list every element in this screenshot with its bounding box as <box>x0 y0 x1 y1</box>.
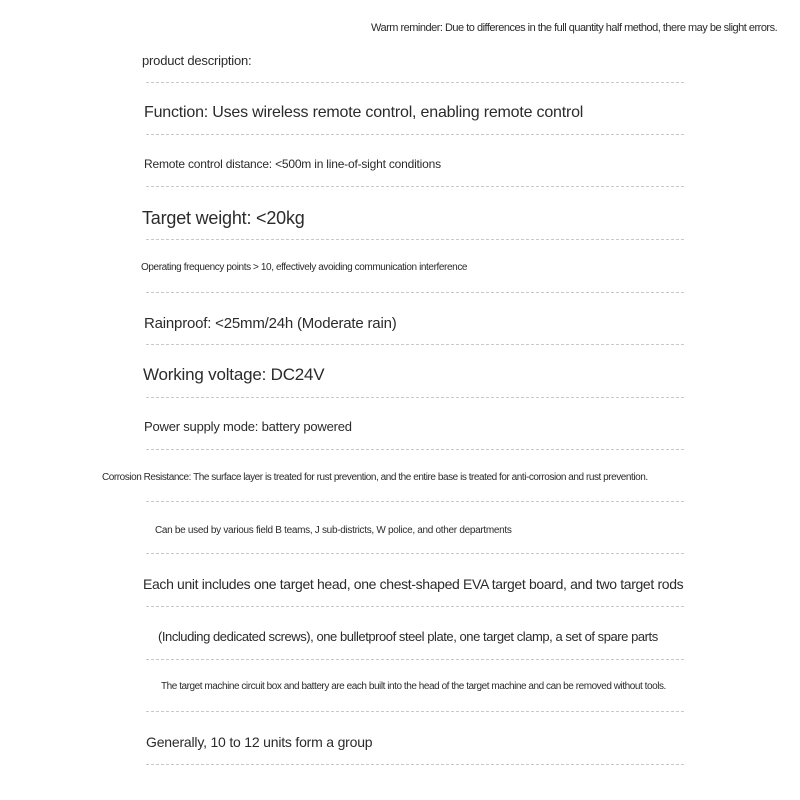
spec-frequency-points: Operating frequency points > 10, effectively avoiding communication interference <box>141 262 468 273</box>
spec-function: Function: Uses wireless remote control, enabling remote control <box>144 104 584 121</box>
divider <box>146 186 684 187</box>
divider <box>146 292 684 293</box>
divider <box>146 449 684 450</box>
divider <box>146 606 684 607</box>
divider <box>146 764 684 765</box>
spec-rainproof: Rainproof: <25mm/24h (Moderate rain) <box>144 315 397 332</box>
divider <box>146 134 684 135</box>
divider <box>146 82 684 83</box>
divider <box>146 659 684 660</box>
spec-group-size: Generally, 10 to 12 units form a group <box>146 734 373 750</box>
warm-reminder: Warm reminder: Due to differences in the full quantity half method, there may be slight errors. <box>371 22 778 34</box>
spec-power-supply: Power supply mode: battery powered <box>144 419 352 434</box>
section-heading: product description: <box>142 53 252 68</box>
spec-circuit-box: The target machine circuit box and battery are each built into the head of the target machine and can be removed without tools. <box>161 681 666 692</box>
divider <box>146 501 684 502</box>
spec-unit-contents-continued: (Including dedicated screws), one bulletproof steel plate, one target clamp, a set of spare parts <box>158 629 658 644</box>
spec-usage: Can be used by various field B teams, J sub-districts, W police, and other departments <box>155 525 512 536</box>
divider <box>146 397 684 398</box>
divider <box>146 553 684 554</box>
spec-working-voltage: Working voltage: DC24V <box>143 365 325 384</box>
spec-remote-distance: Remote control distance: <500m in line-of-sight conditions <box>144 157 441 171</box>
divider <box>146 239 684 240</box>
spec-corrosion-resistance: Corrosion Resistance: The surface layer is treated for rust prevention, and the entire base is treated for anti-corrosion and rust prevention. <box>102 472 648 483</box>
spec-target-weight: Target weight: <20kg <box>142 208 305 228</box>
divider <box>146 711 684 712</box>
divider <box>146 344 684 345</box>
spec-unit-contents: Each unit includes one target head, one chest-shaped EVA target board, and two target rods <box>143 576 684 592</box>
